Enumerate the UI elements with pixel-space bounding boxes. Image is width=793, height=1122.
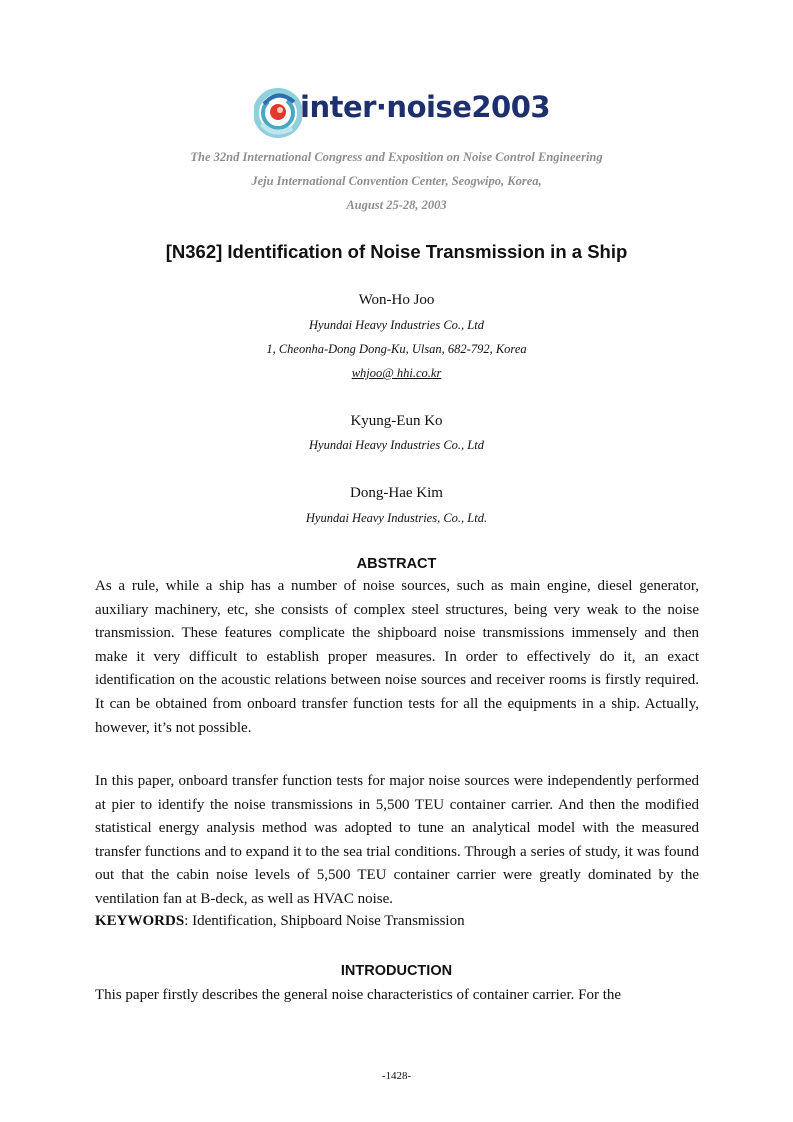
introduction-heading: INTRODUCTION [340,963,453,979]
author-name: Kyung-Eun Ko [350,413,443,429]
abstract-heading: ABSTRACT [356,556,437,572]
abstract-paragraph: As a rule, while a ship has a number of noise sources, such as main engine, diesel generator, auxiliary machinery, etc, she consists of complex steel structures, being very weak to the noise transmission. These features complicate the shipboard noise transmissions immensely and then make it very difficult to establish proper measures. In order to effectively do it, an exact identification on the acoustic relations between noise sources and receiver rooms is firstly required. It can be obtained from onboard transfer function tests for all the equipments in a ship. Actually, however, it’s not possible. [95,578,699,736]
conference-title: The 32nd International Congress and Exposition on Noise Control Engineering [190,150,603,164]
author-name: Dong-Hae Kim [350,485,443,501]
author-address: 1, Cheonha-Dong Dong-Ku, Ulsan, 682-792, Korea [266,342,527,356]
author-affiliation: Hyundai Heavy Industries, Co., Ltd. [305,511,488,525]
abstract-paragraph: In this paper, onboard transfer function tests for major noise sources were independently performed at pier to identify the noise transmissions in 5,500 TEU container carrier. And then the modified statistical energy analysis method was adopted to tune an analytical model with the measured transfer functions and to expand it to the sea trial conditions. Through a series of study, it was found out that the cabin noise levels of 5,500 TEU container carrier were greatly dominated by the ventilation fan at B-deck, as well as HVAC noise. [95,773,699,907]
keywords-label: KEYWORDS [95,913,185,929]
page-number: -1428- [381,1070,412,1082]
swirl-logo-icon [254,84,302,142]
conference-logo [254,84,551,142]
keywords-line [95,913,465,930]
author-email-link[interactable]: whjoo@ hhi.co.kr [351,366,442,380]
author-name: Won-Ho Joo [358,292,435,308]
keywords-text: : Identification, Shipboard Noise Transmission [184,913,465,929]
author-email-row [0,366,793,381]
conference-venue: Jeju International Convention Center, Seogwipo, Korea, [251,174,542,188]
author-affiliation: Hyundai Heavy Industries Co., Ltd [309,438,484,452]
introduction-paragraph: This paper firstly describes the general noise characteristics of container carrier. For the [95,987,622,1003]
conference-dates: August 25-28, 2003 [346,198,447,212]
author-affiliation: Hyundai Heavy Industries Co., Ltd [309,318,484,332]
paper-title: [N362] Identification of Noise Transmission in a Ship [165,241,628,262]
logo-wordmark: inter·noise2003 [300,90,551,124]
